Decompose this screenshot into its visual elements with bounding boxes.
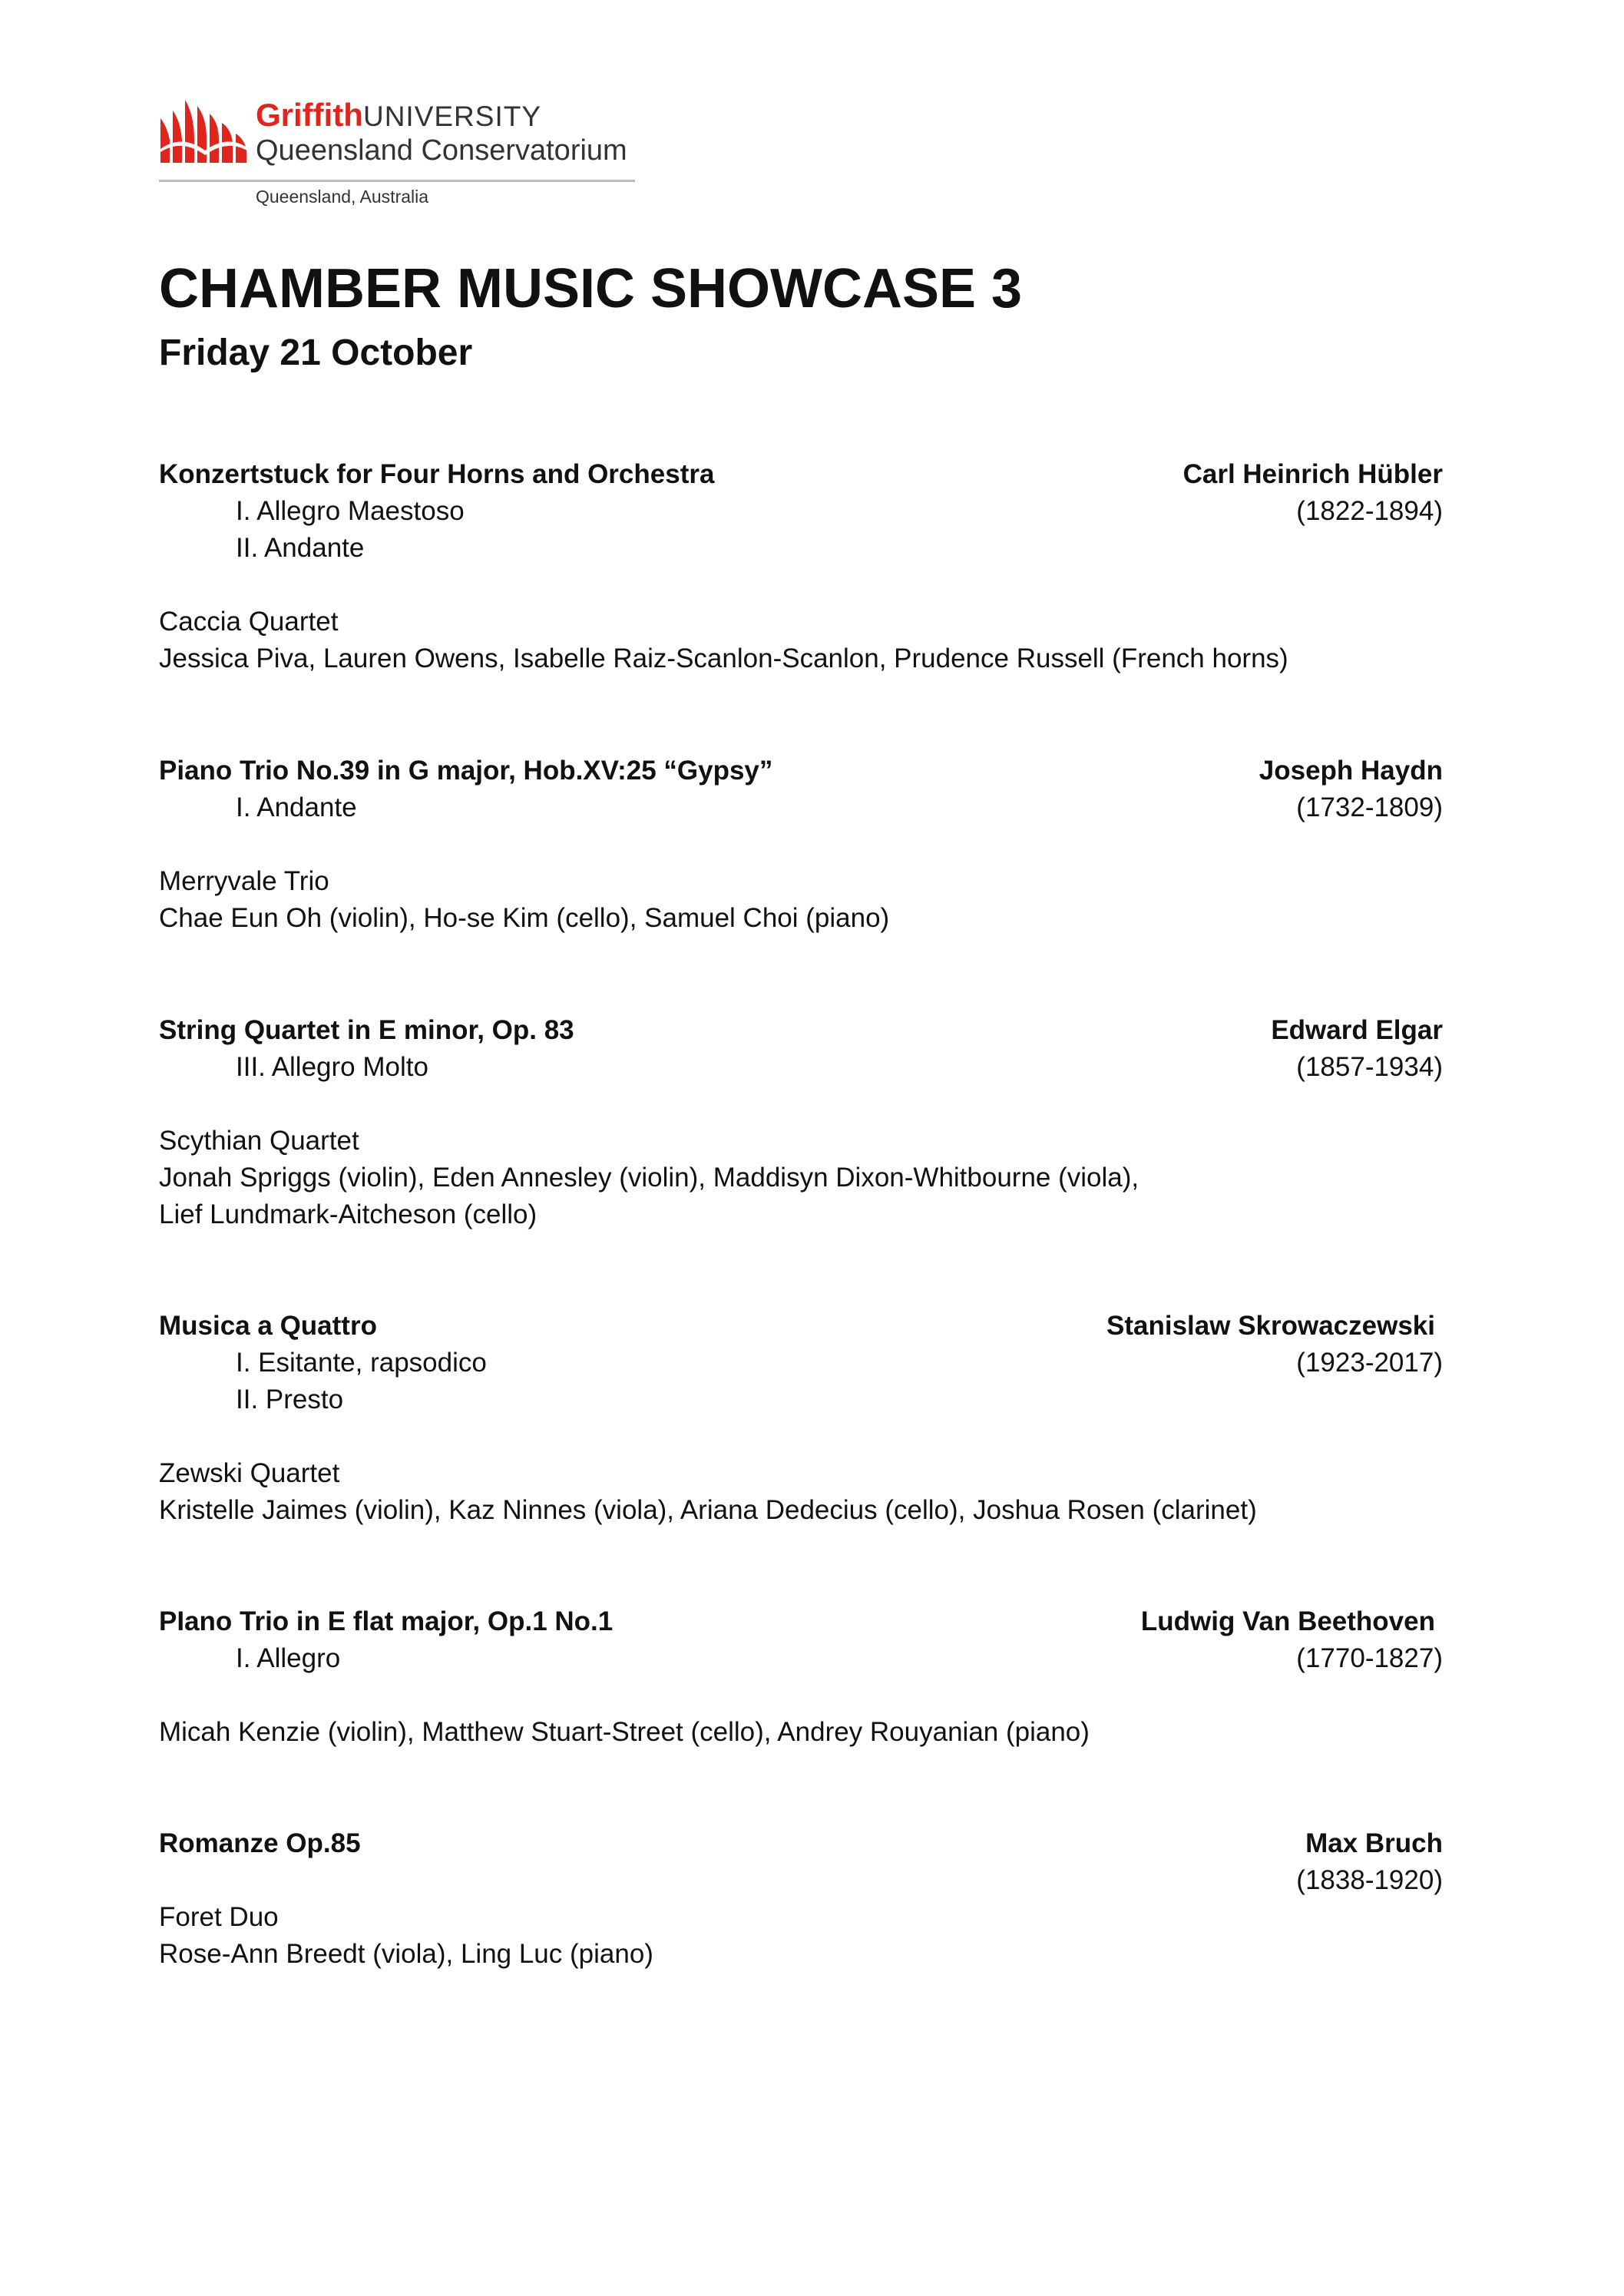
composer-name: Joseph Haydn: [1259, 756, 1443, 786]
performers: Micah Kenzie (violin), Matthew Stuart-Street (cello), Andrey Rouyanian (piano): [159, 1717, 1090, 1747]
movement: II. Andante: [236, 533, 365, 563]
performers: Kristelle Jaimes (violin), Kaz Ninnes (viola), Ariana Dedecius (cello), Joshua Rosen (clarinet): [159, 1495, 1257, 1525]
movement: I. Allegro: [236, 1643, 341, 1673]
program-item: [159, 753, 1443, 937]
program-item: [159, 1012, 1443, 1233]
performers: Jonah Spriggs (violin), Eden Annesley (violin), Maddisyn Dixon-Whitbourne (viola),: [159, 1163, 1139, 1193]
work-title: String Quartet in E minor, Op. 83: [159, 1015, 574, 1045]
performers: Jessica Piva, Lauren Owens, Isabelle Raiz-Scanlon-Scanlon, Prudence Russell (French horns): [159, 643, 1288, 673]
work-title: Romanze Op.85: [159, 1828, 361, 1858]
ensemble-name: Caccia Quartet: [159, 607, 339, 637]
program-item: [159, 456, 1443, 677]
composer-name: Carl Heinrich Hübler: [1182, 459, 1443, 489]
work-title: Piano Trio No.39 in G major, Hob.XV:25 “Gypsy”: [159, 756, 773, 786]
performers: Chae Eun Oh (violin), Ho-se Kim (cello), Samuel Choi (piano): [159, 903, 890, 933]
griffith-flame-logo-icon: [159, 95, 251, 164]
ensemble-name: Foret Duo: [159, 1902, 279, 1932]
composer-years: (1822-1894): [1296, 496, 1443, 526]
concert-date: Friday 21 October: [159, 332, 473, 373]
ensemble-name: Zewski Quartet: [159, 1458, 340, 1488]
movement: II. Presto: [236, 1385, 344, 1414]
program-item: [159, 1308, 1443, 1529]
movement: III. Allegro Molto: [236, 1052, 428, 1082]
movement: I. Esitante, rapsodico: [236, 1348, 487, 1378]
logo-location: Queensland, Australia: [256, 187, 429, 207]
logo-wordmark: [256, 97, 541, 135]
logo-brand-text: Griffith: [256, 97, 363, 133]
performers: Rose-Ann Breedt (viola), Ling Luc (piano): [159, 1939, 653, 1969]
composer-name: Stanislaw Skrowaczewski: [1106, 1311, 1435, 1341]
composer-name: Max Bruch: [1305, 1828, 1443, 1858]
program-item: [159, 1825, 1443, 1973]
composer-years: (1923-2017): [1296, 1348, 1443, 1378]
logo-university-text: UNIVERSITY: [362, 101, 542, 132]
page-title: CHAMBER MUSIC SHOWCASE 3: [159, 258, 1023, 319]
logo-institution: Queensland Conservatorium: [256, 134, 627, 167]
composer-years: (1732-1809): [1296, 792, 1443, 822]
composer-years: (1838-1920): [1296, 1865, 1443, 1895]
composer-name: Ludwig Van Beethoven: [1140, 1606, 1435, 1636]
performers: Lief Lundmark-Aitcheson (cello): [159, 1199, 537, 1229]
composer-name: Edward Elgar: [1271, 1015, 1443, 1045]
work-title: PIano Trio in E flat major, Op.1 No.1: [159, 1606, 614, 1636]
ensemble-name: Merryvale Trio: [159, 866, 329, 896]
movement: I. Allegro Maestoso: [236, 496, 465, 526]
griffith-logo: [159, 95, 640, 210]
composer-years: (1770-1827): [1296, 1643, 1443, 1673]
movement: I. Andante: [236, 792, 357, 822]
composer-years: (1857-1934): [1296, 1052, 1443, 1082]
logo-divider: [159, 180, 635, 182]
ensemble-name: Scythian Quartet: [159, 1126, 359, 1156]
work-title: Konzertstuck for Four Horns and Orchestra: [159, 459, 715, 489]
work-title: Musica a Quattro: [159, 1311, 377, 1341]
program-item: [159, 1603, 1443, 1751]
